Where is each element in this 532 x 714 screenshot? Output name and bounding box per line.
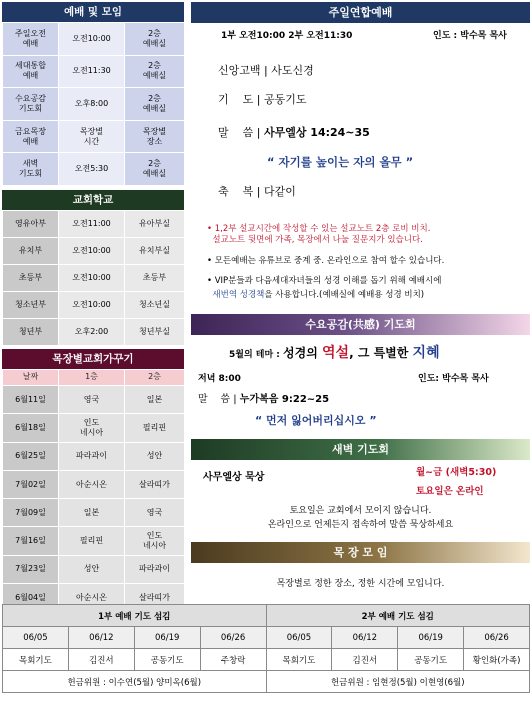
service1-header: 1부 예배 기도 섬김 — [3, 605, 267, 627]
bless-line: 축 복 | 다같이 — [218, 185, 296, 198]
table-cell: 인도 네시아 — [59, 414, 125, 442]
table-cell: 청소년실 — [125, 291, 185, 318]
table-cell: 파라과이 — [59, 442, 125, 470]
table-row — [3, 414, 185, 442]
creed-value: 사도신경 — [271, 64, 314, 77]
prayer-label: 기 도 — [218, 93, 254, 106]
wednesday-message: “ 먼저 잃어버리십시오 ” — [255, 414, 377, 427]
table-cell: 성안 — [59, 555, 125, 583]
table-row — [3, 153, 185, 186]
worship-schedule-table — [2, 22, 185, 186]
table-cell: 6월25일 — [3, 442, 59, 470]
table-cell: 파라과이 — [125, 555, 185, 583]
dawn-note-2: 온라인으로 언제든지 접속하여 말씀 묵상하세요 — [267, 520, 454, 530]
wednesday-leader: 인도: 박수목 목사 — [418, 374, 489, 384]
table-cell: 영국 — [59, 385, 125, 413]
table-cell: 주일오전 예배 — [3, 23, 59, 56]
bullet-icon: • — [207, 256, 215, 266]
table-cell: 아순시온 — [59, 584, 125, 612]
notice-youtube — [207, 254, 444, 266]
theme-word-wisdom: 지혜 — [412, 345, 440, 361]
table-row — [3, 318, 185, 345]
table-cell: 오후8:00 — [59, 88, 125, 121]
creed-line: 신앙고백 | 사도신경 — [218, 64, 314, 77]
table-cell: 7월16일 — [3, 527, 59, 555]
notice-youtube-text: 모든예배는 유튜브로 중계 중. 온라인으로 참여 할수 있습니다. — [214, 256, 445, 266]
service-name-cell: 김진서 — [68, 649, 134, 671]
table-cell: 일본 — [59, 499, 125, 527]
cell-text: 목장별로 정한 장소, 정한 시간에 모입니다. — [276, 579, 445, 589]
prayer-service-table — [2, 604, 530, 693]
table-cell: 6월18일 — [3, 414, 59, 442]
table-cell: 청년부실 — [125, 318, 185, 345]
table-row — [3, 264, 185, 291]
service-date-cell: 06/26 — [464, 627, 530, 649]
table-cell: 금요목장 예배 — [3, 120, 59, 153]
dawn-note-1: 토요일은 교회에서 모이지 않습니다. — [289, 506, 432, 516]
dawn-header — [191, 439, 530, 460]
table-cell: 목장별 시간 — [59, 120, 125, 153]
service-name-cell: 목회기도 — [3, 649, 69, 671]
table-cell: 7월02일 — [3, 470, 59, 498]
sunday-title: 주일연합예배 — [328, 6, 393, 19]
table-cell: 세대통합 예배 — [3, 55, 59, 88]
table-cell: 유치부실 — [125, 237, 185, 264]
service-name-cell: 주창락 — [200, 649, 266, 671]
bullet-icon: • — [207, 224, 215, 234]
table-cell: 2층 예배실 — [125, 153, 185, 186]
creed-label: 신앙고백 — [218, 64, 261, 77]
service-names-row — [3, 649, 530, 671]
table-cell: 유치부 — [3, 237, 59, 264]
table-cell: 오전10:00 — [59, 237, 125, 264]
word-value: 사무엘상 14:24~35 — [263, 126, 370, 139]
cell-title: 목 장 모 임 — [333, 546, 388, 559]
service-name-cell: 공동기도 — [398, 649, 464, 671]
table-row — [3, 470, 185, 498]
table-row — [3, 237, 185, 264]
table-cell: 6월04일 — [3, 584, 59, 612]
bible-version-name: 새번역 성경책 — [212, 290, 265, 300]
table-cell: 새벽 기도회 — [3, 153, 59, 186]
offering-committee-1: 헌금위원 : 이수연(5월) 양미옥(6월) — [3, 671, 267, 693]
cell-header — [191, 542, 530, 563]
wednesday-theme — [229, 342, 440, 362]
table-row — [3, 88, 185, 121]
table-row — [3, 499, 185, 527]
table-row — [3, 291, 185, 318]
prayer-line: 기 도 | 공동기도 — [218, 93, 307, 106]
wednesday-word-label: 말 씀 — [198, 394, 231, 405]
table-cell: 청소년부 — [3, 291, 59, 318]
offering-committee-2: 헌금위원 : 임현정(5월) 이현영(6월) — [266, 671, 530, 693]
wednesday-title: 수요공감(共感) 기도회 — [305, 318, 416, 331]
table-cell: 2층 예배실 — [125, 23, 185, 56]
table-cell: 7월09일 — [3, 499, 59, 527]
table-cell: 일본 — [125, 385, 185, 413]
word-label: 말 씀 — [218, 126, 254, 139]
wednesday-time: 저녁 8:00 — [198, 374, 241, 384]
service-date-cell: 06/12 — [332, 627, 398, 649]
prayer-value: 공동기도 — [263, 93, 307, 106]
table-cell: 2층 예배실 — [125, 55, 185, 88]
column-header: 2층 — [125, 369, 185, 385]
theme-part-c: , 그 특별한 — [349, 346, 413, 360]
table-cell: 오전11:30 — [59, 55, 125, 88]
table-cell: 유아부실 — [125, 210, 185, 237]
column-header: 1층 — [59, 369, 125, 385]
table-cell: 영국 — [125, 499, 185, 527]
theme-prefix: 5월의 테마 : — [229, 350, 284, 360]
sermon-title: “ 자기를 높이는 자의 올무 ” — [267, 155, 414, 169]
table-header-row — [3, 369, 185, 385]
church-school-table — [2, 210, 185, 346]
table-cell: 오후2:00 — [59, 318, 125, 345]
sunday-leader: 인도 : 박수목 목사 — [433, 31, 507, 41]
table-cell: 초등부 — [3, 264, 59, 291]
worship-header: 예배 및 모임 — [2, 2, 184, 22]
table-row — [3, 55, 185, 88]
table-cell: 수요공감 기도회 — [3, 88, 59, 121]
table-row — [3, 210, 185, 237]
service-name-cell: 공동기도 — [134, 649, 200, 671]
table-row — [3, 385, 185, 413]
table-cell: 필리핀 — [59, 527, 125, 555]
service-dates-row — [3, 627, 530, 649]
table-row — [3, 442, 185, 470]
service-date-cell: 06/05 — [3, 627, 69, 649]
wednesday-word-value: 누가복음 9:22~25 — [239, 394, 330, 405]
service-date-cell: 06/19 — [134, 627, 200, 649]
notice-note — [207, 224, 430, 246]
table-cell: 살라띠가 — [125, 470, 185, 498]
column-header: 날짜 — [3, 369, 59, 385]
left-column — [2, 2, 184, 612]
table-cell: 2층 예배실 — [125, 88, 185, 121]
school-header: 교회학교 — [2, 190, 184, 210]
table-cell: 오전5:30 — [59, 153, 125, 186]
bless-label: 축 복 — [218, 185, 254, 198]
table-cell: 청년부 — [3, 318, 59, 345]
notice-note-line2: 설교노트 뒷면에 가족, 목장에서 나눌 질문지가 있습니다. — [212, 235, 423, 245]
wednesday-header — [191, 314, 530, 335]
table-cell: 초등부 — [125, 264, 185, 291]
theme-word-paradox: 역설 — [322, 345, 350, 361]
notice-bible-line2: 을 사용합니다.(예배실에 예배용 성경 비치) — [264, 290, 425, 300]
dawn-days: 월~금 (새벽5:30) — [416, 467, 497, 478]
table-cell: 인도 네시아 — [125, 527, 185, 555]
notice-bible-line1: VIP분들과 다음세대자녀들의 성경 이해를 돕기 위해 예배시에 — [214, 276, 442, 286]
table-cell: 오전10:00 — [59, 23, 125, 56]
table-row — [3, 527, 185, 555]
sunday-times: 1부 오전10:00 2부 오전11:30 — [221, 31, 353, 41]
table-cell: 오전11:00 — [59, 210, 125, 237]
service-name-cell: 황인화(가족) — [464, 649, 530, 671]
table-cell: 성안 — [125, 442, 185, 470]
dawn-saturday: 토요일은 온라인 — [416, 486, 484, 497]
dawn-title: 새벽 기도회 — [332, 443, 389, 456]
word-line: 말 씀 | 사무엘상 14:24~35 — [218, 126, 370, 139]
table-cell: 오전10:00 — [59, 291, 125, 318]
bless-value: 다같이 — [263, 185, 296, 198]
table-cell: 아순시온 — [59, 470, 125, 498]
church-decor-table — [2, 369, 185, 612]
table-cell: 오전10:00 — [59, 264, 125, 291]
table-row — [3, 120, 185, 153]
table-cell: 목장별 장소 — [125, 120, 185, 153]
sunday-header — [191, 2, 530, 23]
service-date-cell: 06/05 — [266, 627, 332, 649]
service-name-cell: 목회기도 — [266, 649, 332, 671]
service-date-cell: 06/19 — [398, 627, 464, 649]
service-date-cell: 06/26 — [200, 627, 266, 649]
table-cell: 영유아부 — [3, 210, 59, 237]
service-date-cell: 06/12 — [68, 627, 134, 649]
table-row — [3, 23, 185, 56]
service-name-cell: 김진서 — [332, 649, 398, 671]
table-cell: 필리핀 — [125, 414, 185, 442]
bullet-icon: • — [207, 276, 215, 286]
wednesday-word-line: 말 씀 | 누가복음 9:22~25 — [198, 394, 330, 405]
service2-header: 2부 예배 기도 섬김 — [266, 605, 530, 627]
table-cell: 살라띠가 — [125, 584, 185, 612]
table-cell: 6월11일 — [3, 385, 59, 413]
table-cell: 7월23일 — [3, 555, 59, 583]
dawn-text: 사무엘상 묵상 — [203, 472, 265, 483]
theme-part-a: 성경의 — [283, 346, 323, 360]
notice-note-line1: 1,2부 설교시간에 작성할 수 있는 설교노트 2층 로비 비치. — [214, 224, 431, 234]
decor-header: 목장별교회가꾸기 — [2, 349, 184, 369]
table-row — [3, 555, 185, 583]
notice-bible — [207, 274, 441, 302]
